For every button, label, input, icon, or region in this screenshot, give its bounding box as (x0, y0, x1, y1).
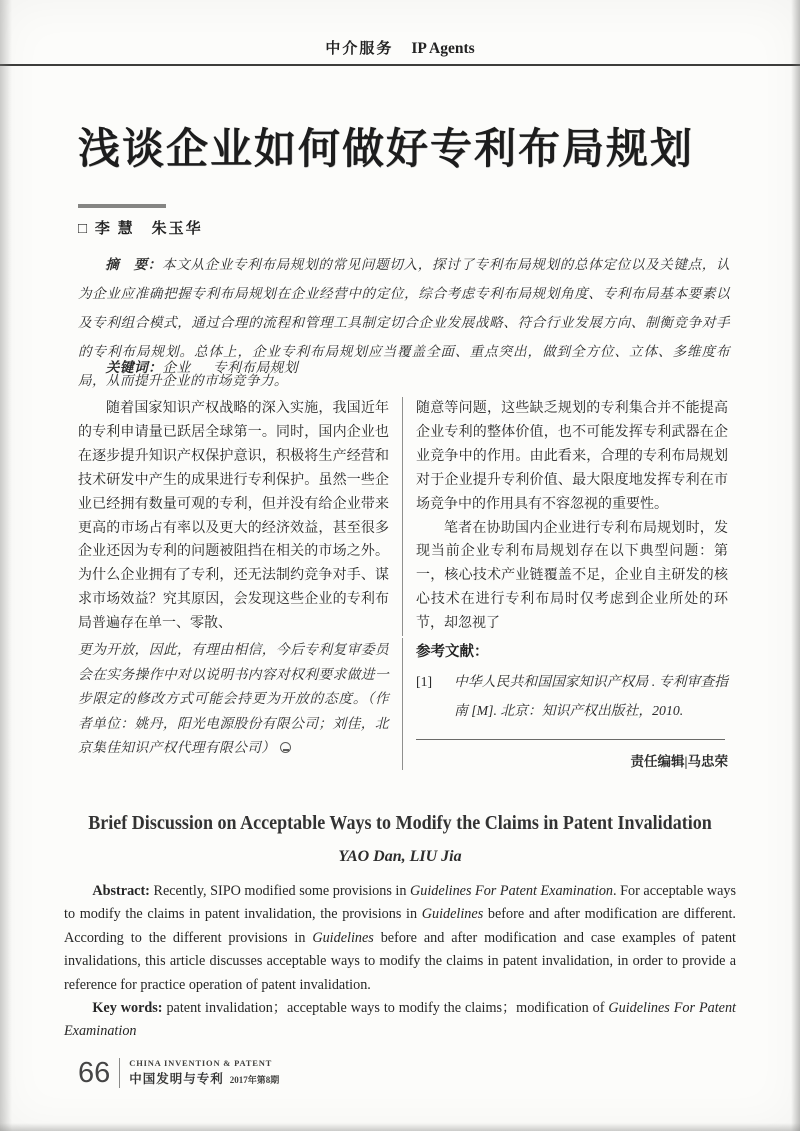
journal-issue: 2017年第8期 (229, 1075, 280, 1085)
body-column-right (403, 397, 728, 636)
abstract-label: 摘 要： (105, 257, 163, 272)
english-abstract-italic: Guidelines (312, 929, 374, 946)
body-column-left (78, 397, 403, 636)
author-bar (78, 204, 166, 208)
reference-item (416, 668, 728, 725)
references-column (403, 638, 728, 770)
journal-name-en: CHINA INVENTION & PATENT (129, 1058, 273, 1068)
article-authors (78, 217, 203, 238)
reference-text: 中华人民共和国国家知识产权局 . 专利审查指南 [M]. 北京：知识产权出版社，2010. (454, 674, 728, 718)
english-keywords (64, 997, 736, 1044)
english-keywords-text: patent invalidation；acceptable ways to modify the claims；modification of (162, 1000, 609, 1017)
english-abstract-text: Recently, SIPO modified some provisions in (149, 883, 411, 899)
english-authors: YAO Dan, LIU Jia (338, 848, 462, 865)
english-keywords-italic: Guidelines For Patent Examination (64, 1000, 736, 1040)
english-abstract-italic: Guidelines For Patent Examination (410, 883, 614, 899)
footer-divider (119, 1058, 120, 1088)
keyword-item: 企业 (162, 360, 191, 375)
english-abstract-text: . For acceptable ways to modify the claims in patent invalidation, the provisions in (64, 883, 736, 923)
english-abstract-section (0, 812, 800, 1044)
body-paragraph: 随着国家知识产权战略的深入实施，我国近年的专利申请量已跃居全球第一。同时，国内企业也在逐步提升知识产权保护意识，积极将生产经营和技术研发中产生的成果进行专利保护。虽然一些企业已经拥有数量可观的专利，但并没有给企业带来更高的市场占有率以及更大的经济效益，甚至很多企业还因为专利的问题被阻挡在相关的市场之外。为什么企业拥有了专利，还无法制约竞争对手、谋求市场效益？究其原因，会发现这些企业的专利布局普遍存在单一、零散、 (78, 401, 389, 632)
closing-paragraph (78, 638, 389, 761)
author-names: 李 慧 朱玉华 (94, 221, 203, 237)
editor-rule (416, 739, 725, 740)
reference-number: [1] (416, 674, 433, 689)
journal-info (129, 1058, 279, 1088)
abstract-text: 本文从企业专利布局规划的常见问题切入，探讨了专利布局规划的总体定位以及关键点，认为企业应准确把握专利布局规划在企业经营中的定位，综合考虑专利布局规划角度、专利布局基本要素以及专利组合模式，通过合理的流程和管理工具制定切合企业发展战略、符合行业发展方向、制衡竞争对手的专利布局规划。总体上，企业专利布局规划应当覆盖全面、重点突出，做到全方位、立体、多维度布局，从而提升企业的市场竞争力。 (78, 257, 730, 388)
english-abstract (64, 880, 736, 997)
english-title: Brief Discussion on Acceptable Ways to Modify the Claims in Patent Invalidation (88, 812, 712, 834)
scan-edge-bottom (0, 1123, 800, 1131)
keyword-item: 专利布局规划 (212, 360, 299, 375)
english-body (64, 880, 736, 1044)
editor-credit: 责任编辑|马忠荣 (630, 754, 728, 769)
article-title: 浅谈企业如何做好专利布局规划 (78, 127, 695, 173)
english-abstract-italic: Guidelines (421, 906, 484, 923)
journal-name-cn: 中国发明与专利 (129, 1072, 224, 1086)
author-block (78, 204, 203, 238)
keywords-line (78, 356, 730, 376)
body-paragraph: 笔者在协助国内企业进行专利布局规划时，发现当前企业专利布局规划存在以下典型问题：第一，核心技术产业链覆盖不足，企业自主研发的核心技术在进行专利布局时仅考虑到企业所处的环节，却忽视了 (416, 520, 728, 632)
prev-article-columns (78, 638, 728, 770)
author-marker: □ (78, 221, 90, 237)
journal-name-row (129, 1069, 279, 1088)
english-keywords-label: Key words: (92, 1000, 163, 1017)
english-abstract-text: before and after modification are different. According to the different provisions in (64, 906, 736, 946)
english-abstract-text: before and after modification and case examples of patent invalidations, this article discusses acceptable ways to modify the claims in patent invalidation, in order to provide a reference for practice operation of patent invalidation. (64, 929, 736, 993)
keywords-label: 关键词： (105, 360, 163, 375)
references-label: 参考文献： (416, 644, 489, 660)
section-label-cn: 中介服务 (325, 40, 394, 57)
header-rule (0, 64, 800, 66)
prev-article-closing-column (78, 638, 403, 770)
page-footer (78, 1058, 279, 1088)
body-paragraph: 随意等问题，这些缺乏规划的专利集合并不能提高企业专利的整体价值，也不可能发挥专利武器在企业竞争中的作用。由此看来，合理的专利布局规划对于企业提升专利价值、最大限度地发挥专利在市场竞争中的作用具有不容忽视的重要性。 (416, 401, 728, 512)
closing-text: 更为开放，因此，有理由相信，今后专利复审委员会在实务操作中对以说明书内容对权利要求做进一步限定的修改方式可能会持更为开放的态度。（作者单位：姚丹，阳光电源股份有限公司；刘佳，北京集佳知识产权代理有限公司） (78, 642, 389, 756)
body-columns (78, 397, 728, 636)
article-end-icon (280, 742, 291, 753)
page-header (0, 37, 800, 58)
page-number: 66 (78, 1056, 111, 1089)
section-label-en: IP Agents (411, 40, 475, 57)
english-abstract-label: Abstract: (92, 883, 150, 899)
